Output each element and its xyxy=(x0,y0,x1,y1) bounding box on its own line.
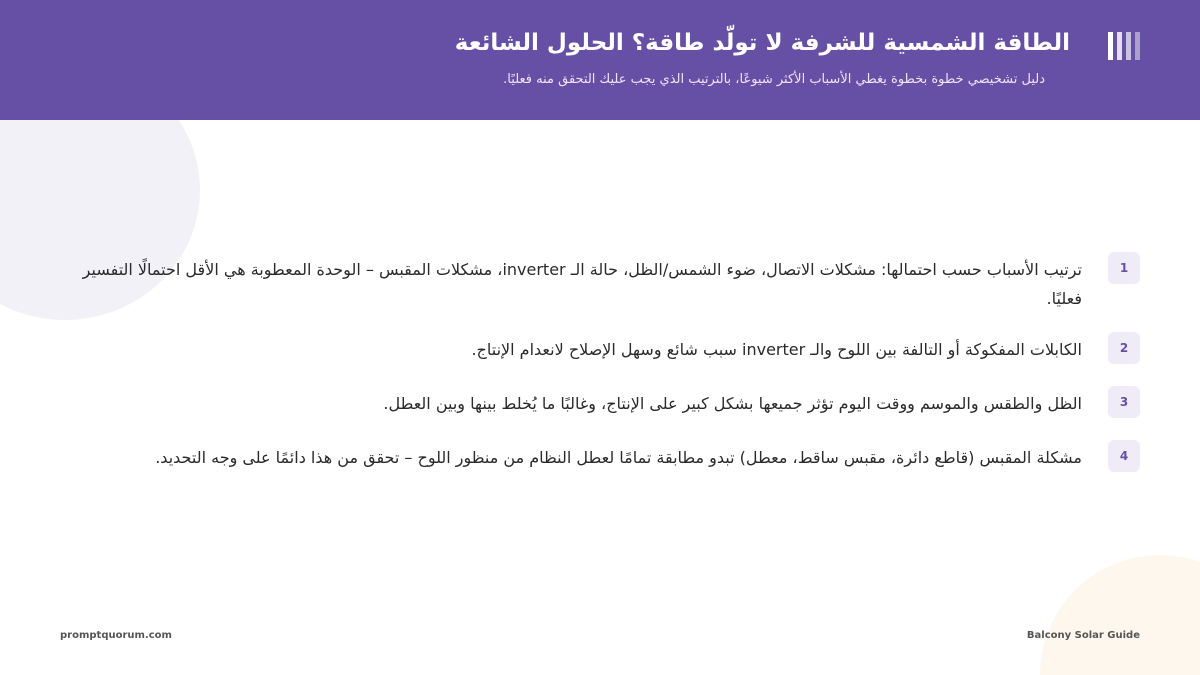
logo-bars-icon xyxy=(1107,32,1140,60)
item-number-badge: 4 xyxy=(1108,440,1140,472)
list-item xyxy=(50,332,1140,386)
logo-bar xyxy=(1126,32,1131,60)
list-item xyxy=(50,252,1140,332)
list-item xyxy=(50,386,1140,440)
item-text: الكابلات المفكوكة أو التالفة بين اللوح والـ inverter سبب شائع وسهل الإصلاح لانعدام الإنتاج. xyxy=(471,340,1082,359)
item-number-badge: 1 xyxy=(1108,252,1140,284)
footer-site: promptquorum.com xyxy=(60,630,172,641)
logo-bar xyxy=(1135,32,1140,60)
footer-brand: Balcony Solar Guide xyxy=(1026,630,1140,641)
page-subtitle: دليل تشخيصي خطوة بخطوة يغطي الأسباب الأكثر شيوعًا، بالترتيب الذي يجب عليك التحقق منه فعليًا. xyxy=(503,72,1045,87)
item-text: ترتيب الأسباب حسب احتمالها: مشكلات الاتصال، ضوء الشمس/الظل، حالة الـ inverter، مشكلات المقبس – الوحدة المعطوبة هي الأقل احتمالًا التفسير فعليًا. xyxy=(82,260,1082,308)
logo-bar xyxy=(1117,32,1122,60)
item-number-badge: 3 xyxy=(1108,386,1140,418)
page-title: الطاقة الشمسية للشرفة لا تولّد طاقة؟ الحلول الشائعة xyxy=(454,30,1070,56)
item-text: الظل والطقس والموسم ووقت اليوم تؤثر جميعها بشكل كبير على الإنتاج، وغالبًا ما يُخلط بينها وبين العطل. xyxy=(383,394,1082,413)
decorative-circle-right xyxy=(1040,555,1200,675)
findings-list xyxy=(50,252,1140,510)
list-item xyxy=(50,440,1140,510)
logo-bar xyxy=(1108,32,1113,60)
item-number-badge: 2 xyxy=(1108,332,1140,364)
header-banner xyxy=(0,0,1200,120)
item-text: مشكلة المقبس (قاطع دائرة، مقبس ساقط، معطل) تبدو مطابقة تمامًا لعطل النظام من منظور اللوح – تحقق من هذا دائمًا على وجه التحديد. xyxy=(155,448,1082,467)
